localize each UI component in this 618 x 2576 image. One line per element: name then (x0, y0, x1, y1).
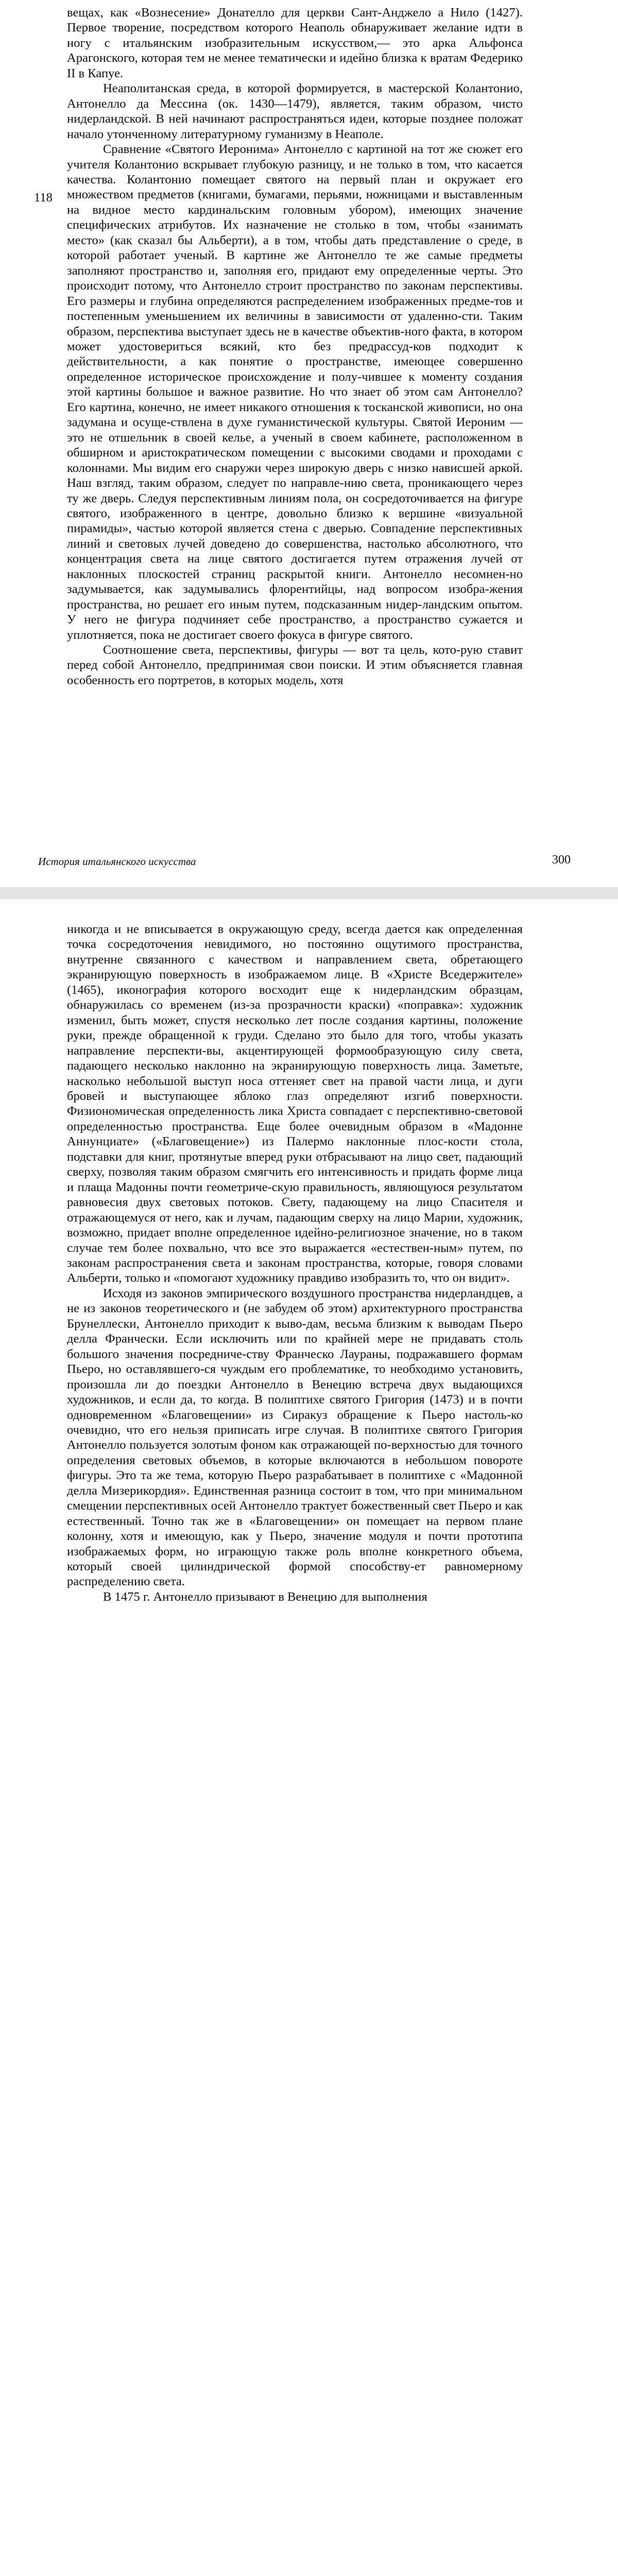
paragraph: Соотношение света, перспективы, фигуры — вот та цель, кото-рую ставит перед собой Антонелло, предпринимая свои поиски. И этим объясняется главная особенность его портретов, в которых модель, хотя (67, 643, 523, 687)
paragraph: Неаполитанская среда, в которой формируется, в мастерской Колантонио, Антонелло да Мессина (ок. 1430—1479), является, таким образом, чисто нидерландской. В ней начинают распространяться идеи, которые позднее положат начало утонченному литературному гуманизму в Неаполе. (67, 81, 523, 141)
paragraph: никогда и не вписывается в окружающую среду, всегда дается как определенная точка сосредоточения невидимого, но постоянно ощутимого пространства, внутренне связанного с качеством и направлением света, обретающего экранирующую поверхность в изображаемом лице. В «Христе Вседержителе» (1465), иконография которого восходит еще к нидерландским образцам, обнаружилась со временем (из-за прозрачности краски) «поправка»: художник изменил, быть может, спустя несколько лет после создания картины, положение руки, прежде обращенной к груди. Сделано это было для того, чтобы указать направление перспекти-вы, акцентирующей формообразующую силу света, падающего несколько наклонно на экранирующую поверхность лица. Заметьте, насколько небольшой выступ носа оттеняет свет на правой части лица, и дуги бровей и выступающее яблоко глаз определяют изгиб поверхности. Физиономическая определенность лика Христа совпадает с перспективно-световой определенностью пространства. Еще более очевидным образом в «Мадонне Аннунциате» («Благовещение») из Палермо наклонные плос-кости стола, подставки для книг, протянутые вперед руки отбрасывают на лицо свет, падающий сверху, позволяя таким образом смягчить его интенсивность и придать форме лица и плаща Мадонны почти геометриче-скую правильность, являющуюся результатом равновесия двух световых потоков. Свету, падающему на лицо Спасителя и отражающемуся от него, как и лучам, падающим сверху на лицо Марии, художник, возможно, придает вполне определенное идейно-религиозное значение, но в таком случае тем более похвально, что все это выражается «естествен-ным» путем, по законам распространения света и законам пространства, которые, говоря словами Альберти, только и «помогают художнику правдиво изобразить то, что он видит». (67, 922, 523, 1285)
paragraph: Сравнение «Святого Иеронима» Антонелло с картиной на тот же сюжет его учителя Колантонио вскрывает глубокую разницу, и не только в том, что касается качества. Колантонио помещает святого на первый план и окружает его множеством предметов (книгами, бумагами, перьями, ножницами и выставленным на видное место кардинальским головным убором), имеющих значение специфических атрибутов. Их назначение не столько в том, чтобы «занимать место» (как сказал бы Альберти), а в том, чтобы дать представление о среде, в которой работает ученый. В картине же Антонелло те же самые предметы заполняют пространство и, заполняя его, придают ему определенные черты. Это происходит потому, что Антонелло строит пространство по законам перспективы. Его размеры и глубина определяются распределением изображенных предме-тов и постепенным уменьшением их величины в зависимости от удаленно-сти. Таким образом, перспектива выступает здесь не в качестве объектив-ного факта, в котором может удостовериться всякий, кто без предрассуд-ков подходит к действительности, а как понятие о пространстве, имеющее совершенно определенное историческое происхождение и полу-чившее к моменту создания этой картины большое и важное развитие. Но что знает об этом сам Антонелло? Его картина, конечно, не имеет никакого отношения к тосканской живописи, но она задумана и осуще-ствлена в духе гуманистической культуры. Святой Иероним — это не отшельник в своей келье, а ученый в своем кабинете, расположенном в обширном и аристократическом помещении с высокими сводами и проходами с колоннами. Мы видим его снаружи через широкую дверь с низко нависшей аркой. Наш взгляд, таким образом, следует по направле-нию света, проникающего через ту же дверь. Следуя перспективным линиям пола, он сосредоточивается на фигуре святого, изображенного в центре, довольно близко к вершине «визуальной пирамиды», частью которой является стена с дверью. Совпадение перспективных линий и световых лучей доведено до совершенства, настолько абсолютного, что концентрация света на лице святого достигается путем отражения лучей от наклонных плоскостей страниц раскрытой книги. Антонелло несомнен-но задумывается, как задумывались флорентийцы, над вопросом изобра-жения пространства, но решает его иным путем, подсказанным нидер-ландским опытом. У него не фигура подчиняет себе пространство, а пространство сужается и уплотняется, пока не достигает своего фокуса в фигуре святого. (67, 142, 523, 642)
paragraph: В 1475 г. Антонелло призывают в Венецию для выполнения (103, 1589, 427, 1604)
page-300-body-text (67, 5, 523, 688)
page-300 (0, 0, 618, 887)
page-number: 300 (552, 853, 571, 867)
page-301-body-text (67, 922, 523, 1604)
paragraph: Исходя из законов эмпирического воздушного пространства нидерландцев, а не из законов теоретического и (не забудем об этом) архитектурного пространства Брунеллески, Антонелло приходит к выво-дам, весьма близким к выводам Пьеро делла Франчески. Если исключить или по крайней мере не придавать столь большого значения посредниче-ству Франческо Лаураны, подражавшего формам Пьеро, но оставлявшего-ся чуждым его проблематике, то необходимо установить, произошла ли до поездки Антонелло в Венецию встреча двух выдающихся художников, и если да, то когда. В полиптихе святого Григория (1473) и в почти одновременном «Благовещении» из Сиракуз обращение к Пьеро настоль-ко очевидно, что его нельзя приписать игре случая. В полиптихе святого Григория Антонелло пользуется золотым фоном как отражающей по-верхностью для точного определения световых объемов, в которые включаются в небольшом повороте фигуры. Это та же тема, которую Пьеро разрабатывает в полиптихе с «Мадонной делла Мизерикордия». Единственная разница состоит в том, что при минимальном смещении перспективных осей Антонелло трактует божественный свет Пьеро и как естественный. Точно так же в «Благовещении» он помещает на первом плане колонну, хотя и имеющую, как у Пьеро, значение модуля и почти прототипа изображаемых форм, но играющую также роль вполне конкретного объема, который своей цилиндрической формой способству-ет равномерному распределению света. (67, 1286, 523, 1589)
page-301 (0, 899, 618, 1787)
running-footer-book-title: История итальянского искусства (38, 855, 196, 868)
paragraph: вещах, как «Вознесение» Донателло для церкви Сант-Анджело а Нило (1427). Первое творение, посредством которого Неаполь обнаруживает желание идти в ногу с итальянским изобразительным искусством,— это арка Альфонса Арагонского, которая тем не менее тематически и идейно близка к вратам Федерико II в Капуе. (67, 6, 523, 80)
marginal-illustration-number: 118 (34, 191, 53, 205)
page-divider (0, 887, 618, 899)
